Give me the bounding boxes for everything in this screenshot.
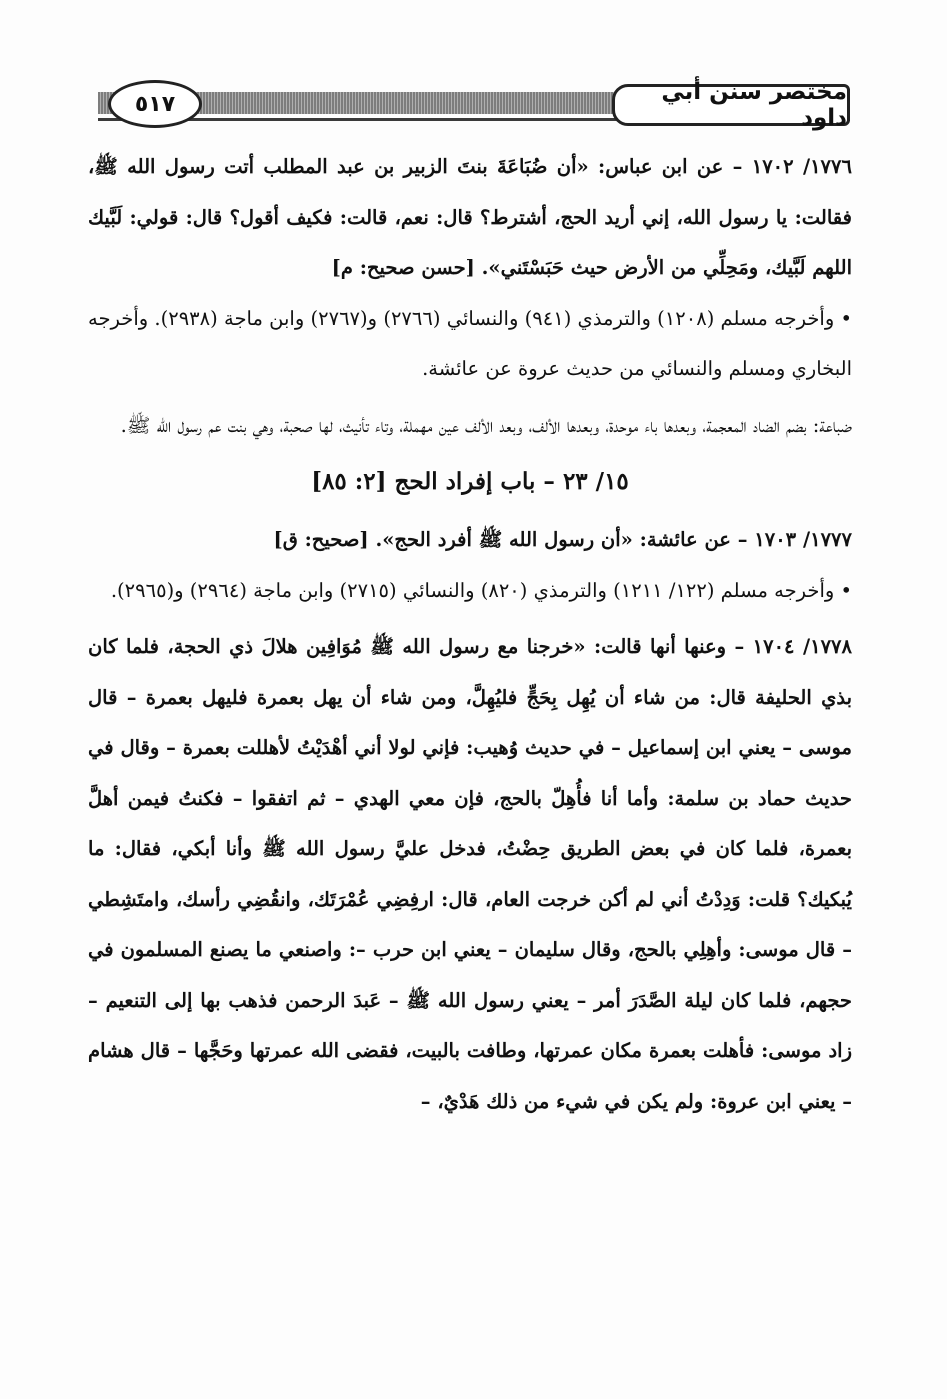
hadith-1778: ١٧٧٨/ ١٧٠٤ – وعنها أنها قالت: «خرجنا مع رسول الله ﷺ مُوَافِين هلالَ ذي الحجة، فلما كان بذي الحليفة قال: من شاء أن يُهِل بِحَجٍّ فليُهِلَّ، ومن شاء أن يهل بعمرة فليهل بعمرة – قال موسى – يعني ابن إسماعيل – في حديث وُهيب: فإني لولا أني أهْدَيْتُ لأهللت بعمرة – وقال في حديث حماد بن سلمة: وأما أنا فأُهِلّ بالحج، فإن معي الهدي – ثم اتفقوا – فكنتُ فيمن أهلَّ بعمرة، فلما كان في بعض الطريق حِضْتُ، فدخل عليَّ رسول الله ﷺ وأنا أبكي، فقال: ما يُبكيك؟ قلت: وَدِدْتُ أني لم أكن خرجت العام، قال: ارفِضِي عُمْرَتَك، وانقُضِي رأسك، وامتَشِطي – قال موسى: وأهِلِي بالحج، وقال سليمان – يعني ابن حرب –: واصنعي ما يصنع المسلمون في حجهم، فلما كان ليلة الصَّدَرَ أمر – يعني رسول الله ﷺ – عَبدَ الرحمن فذهب بها إلى التنعيم – زاد موسى: فأهلت بعمرة مكان عمرتها، وطافت بالبيت، فقضى الله عمرتها وحَجَّها – قال هشام – يعني ابن عروة: ولم يكن في شيء من ذلك هَدْيٌ، –: [88, 635, 852, 1113]
takhrij-1776: • وأخرجه مسلم (١٢٠٨) والترمذي (٩٤١) والنسائي (٢٧٦٦) و(٢٧٦٧) وابن ماجة (٢٩٣٨). وأخرجه البخاري ومسلم والنسائي من حديث عروة عن عائشة.: [88, 306, 852, 380]
hadith-1777: ١٧٧٧/ ١٧٠٣ – عن عائشة: «أن رسول الله ﷺ أفرد الحج». [صحيح: ق]: [273, 528, 852, 551]
hadith-1776: ١٧٧٦/ ١٧٠٢ – عن ابن عباس: «أن ضُبَاعَةَ بنتَ الزبير بن عبد المطلب أتت رسول الله ﷺ، فقالت: يا رسول الله، إني أريد الحج، أشترط؟ قال: نعم، قالت: فكيف أقول؟ قال: قولي: لَبَّيك اللهم لَبَّيك، ومَحِلِّي من الأرض حيث حَبَسْتَني». [حسن صحيح: م]: [88, 155, 852, 279]
running-header: [98, 79, 850, 131]
takhrij-1777: • وأخرجه مسلم (١٢٢/ ١٢١١) والترمذي (٨٢٠) والنسائي (٢٧١٥) وابن ماجة (٢٩٦٤) و(٢٩٦٥).: [110, 578, 852, 602]
chapter-heading: ١٥/ ٢٣ – باب إفراد الحج [٢: ٨٥]: [311, 468, 629, 495]
note-dubaa: ضباعة: بضم الضاد المعجمة، وبعدها باء موحدة، وبعدها الألف، وبعد الألف عين مهملة، وتاء تأنيث، لها صحبة، وهي بنت عم رسول الله ﷺ.: [120, 413, 852, 437]
book-title: مختصر سنن أبي داود: [612, 84, 850, 126]
page-number: ٥١٧: [108, 80, 202, 128]
page-body: [88, 142, 852, 1127]
